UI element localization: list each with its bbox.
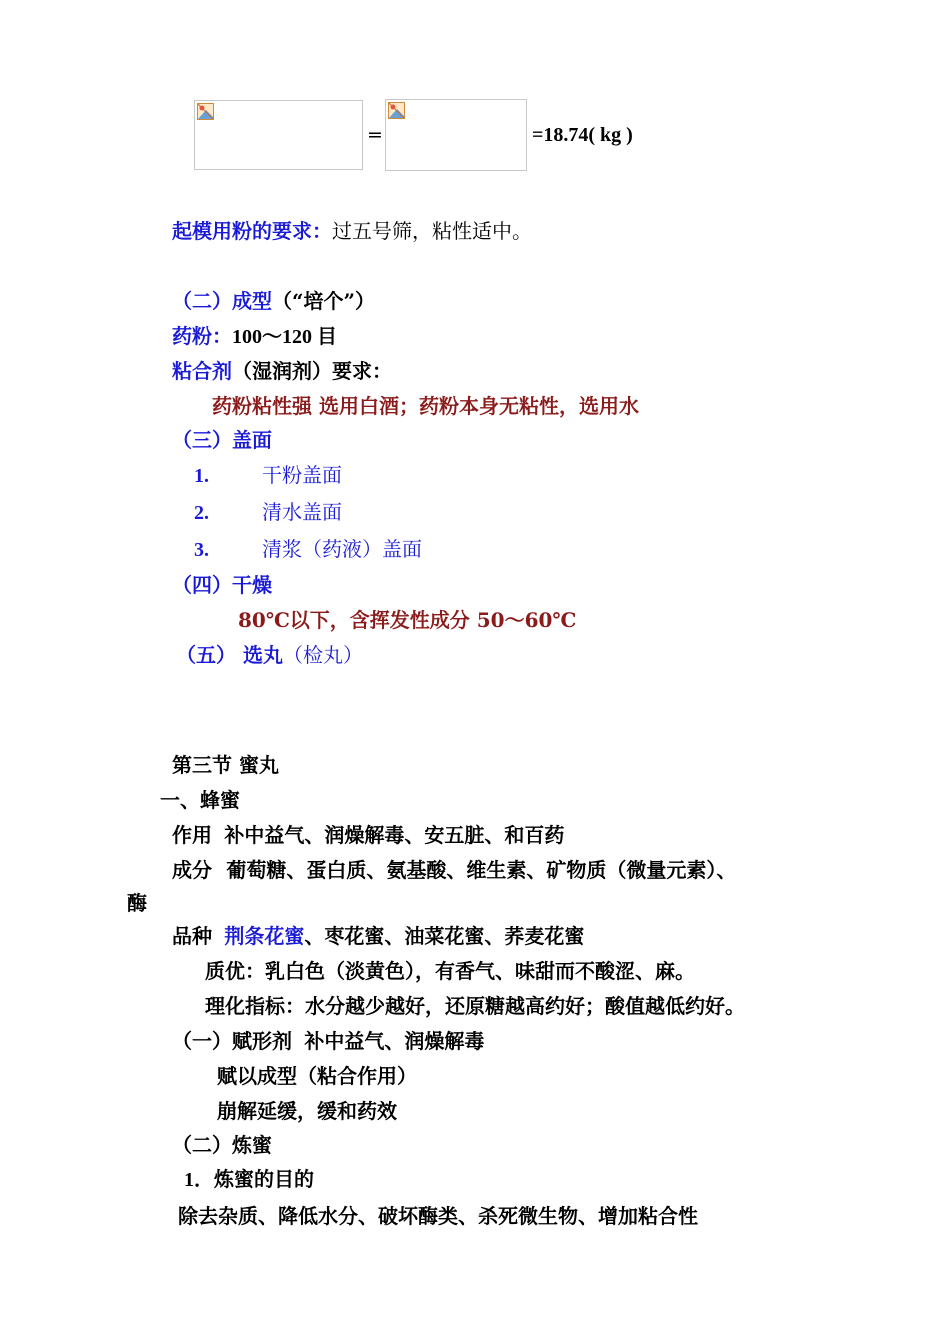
list-text: 干粉盖面 <box>262 463 342 487</box>
paragraph-refine-1 <box>184 1166 314 1193</box>
refine-title: 炼蜜的目的 <box>214 1167 314 1191</box>
effect-label: 作用 <box>172 823 212 847</box>
subsection-honey: 一、蜂蜜 <box>160 788 240 812</box>
list-item <box>194 499 342 526</box>
heading-forming <box>172 288 375 314</box>
list-text: 清水盖面 <box>262 500 342 524</box>
powder-label: 药粉： <box>172 324 232 348</box>
paragraph-effect <box>172 822 564 848</box>
excipient-text: 补中益气、润燥解毒 <box>304 1029 485 1053</box>
paragraph-variety <box>172 923 584 949</box>
mold-powder-label: 起模用粉的要求： <box>172 219 332 243</box>
paragraph-binder-choice: 药粉粘性强 选用白酒；药粉本身无粘性，选用水 <box>212 394 639 418</box>
heading-coating: （三）盖面 <box>172 428 272 452</box>
paragraph-refine-2: 除去杂质、降低水分、破坏酶类、杀死微生物、增加粘合性 <box>178 1204 698 1228</box>
composition-label: 成分 <box>172 858 212 882</box>
heading-refine: （二）炼蜜 <box>172 1133 272 1157</box>
excipient-heading: （一）赋形剂 <box>172 1029 292 1053</box>
variety-label: 品种 <box>172 924 212 948</box>
paragraph-composition <box>172 857 736 883</box>
list-item <box>194 536 422 563</box>
variety-rest: 、枣花蜜、油菜花蜜、荞麦花蜜 <box>304 924 585 948</box>
formula-result: =18.74( kg ) <box>532 124 633 146</box>
list-text: 清浆（药液）盖面 <box>262 537 422 561</box>
broken-image-icon <box>388 102 405 119</box>
section-title: 第三节 蜜丸 <box>172 753 279 777</box>
heading-excipient <box>172 1028 484 1054</box>
formula-equals: = <box>367 124 383 146</box>
composition-continuation: 酶 <box>127 891 147 915</box>
formula-image-left <box>194 100 363 170</box>
formula-image-right <box>385 99 527 171</box>
paragraph-mold-powder <box>172 218 532 244</box>
paragraph-binder <box>172 358 392 384</box>
variety-first: 荆条花蜜 <box>224 924 305 948</box>
effect-text: 补中益气、润燥解毒、安五脏、和百药 <box>224 823 565 847</box>
selection-note: （检丸） <box>282 643 363 667</box>
paragraph-drying-temp: 80℃以下，含挥发性成分 50～60℃ <box>238 608 577 632</box>
broken-image-icon <box>197 103 214 120</box>
paragraph-powder <box>172 323 337 350</box>
refine-number: 1． <box>184 1169 214 1191</box>
list-item <box>194 462 342 489</box>
heading-selection <box>176 642 363 668</box>
paragraph-physchem: 理化指标：水分越少越好，还原糖越高约好；酸值越低约好。 <box>205 994 745 1018</box>
powder-value: 100～120 目 <box>232 326 337 348</box>
mold-powder-text: 过五号筛，粘性适中。 <box>332 219 532 243</box>
paragraph-excipient-1: 赋以成型（粘合作用） <box>217 1064 417 1088</box>
paragraph-quality: 质优：乳白色（淡黄色），有香气、味甜而不酸涩、麻。 <box>205 959 695 983</box>
list-number: 2. <box>194 502 209 524</box>
heading-drying: （四）干燥 <box>172 573 272 597</box>
list-number: 1. <box>194 465 209 487</box>
forming-heading: （二）成型 <box>172 289 272 313</box>
selection-heading: （五） 选丸 <box>176 643 283 667</box>
forming-quote: （“培个”） <box>272 289 376 313</box>
binder-text: （湿润剂）要求： <box>232 359 392 383</box>
binder-label: 粘合剂 <box>172 359 232 383</box>
paragraph-excipient-2: 崩解延缓，缓和药效 <box>217 1099 397 1123</box>
list-number: 3. <box>194 539 209 561</box>
composition-text: 葡萄糖、蛋白质、氨基酸、维生素、矿物质（微量元素）、 <box>226 858 737 882</box>
